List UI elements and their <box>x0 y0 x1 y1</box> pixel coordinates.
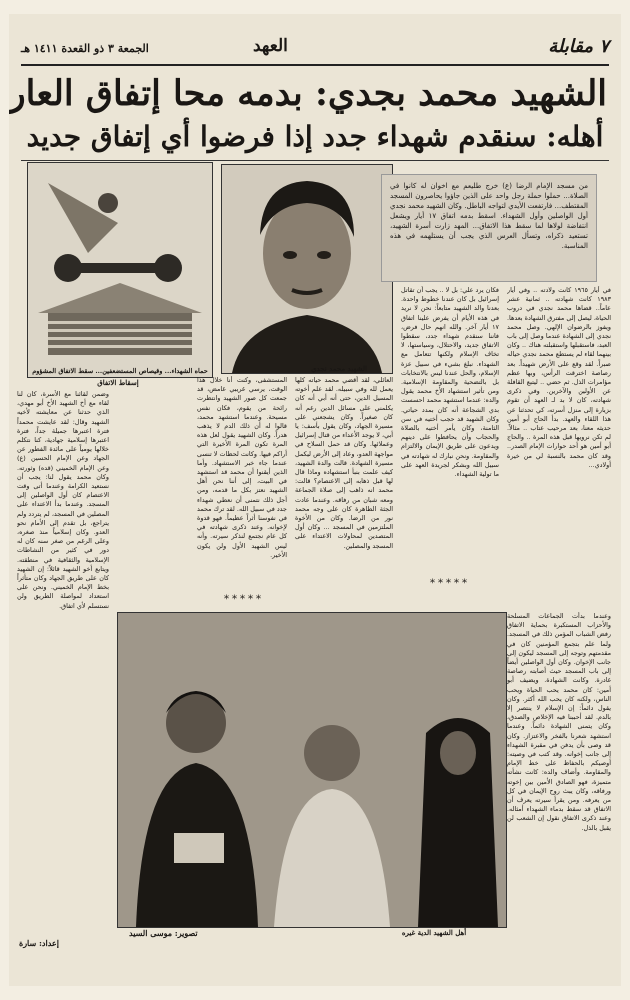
poster-illustration <box>28 163 212 377</box>
section-title <box>548 36 609 57</box>
separator-stars-2: ***** <box>224 594 264 605</box>
article-column-5: وضمن لقائنا مع الأسرة، كان لنا لقاء مع أخ الشهيد الأخ أبو مهدي، الذي حدثنا عن معايشته لأخيه الشهيد وقال: لقد عايشت محمداً فترة اعتبرها جميلة جداً، فترة اعتبرها إسلامية جهادية، كنا نتكلم خلالها يومياً على مائدة الفطور عن الجهاد وعن الإمام الحسين (ع) وعن الإمام الخميني (قده) وثورته. وكان محمد يقول لنا: يجب أن نستعيد الكرامة وعندما أتى وقت الاعتصام كان أول الواصلين إلى المسجد. وعندما بدأ الاعتداء على المصلين في المسجد، لم يتردد ولم يتراجع، بل تقدم إلى الأمام نحو العدو. وكان إسلامياً منذ صغره، وعلى الرغم من صغر سنه كان له دور في كثير من النشاطات الإسلامية والثقافية في منطقته. ويتابع أخو الشهيد قائلاً: إن الشهيد كان على طريق الجهاد وكان متأثراً بخط الإمام الخميني. ونحن على استعداد لمواصلة الطريق ولن نستسلم لأي اتفاق. <box>17 390 109 610</box>
poster-photo <box>27 162 213 378</box>
poster-caption: إسقاط الاتفاق <box>97 378 139 387</box>
publication-logo: العهد <box>253 36 288 56</box>
page-header <box>21 36 609 66</box>
preparation-credit: إعداد: سارة <box>19 938 59 948</box>
main-headline: الشهيد محمد بجدي: بدمه محا إتفاق العار <box>9 73 607 114</box>
sub-headline: أهله: سنقدم شهداء جدد إذا فرضوا أي إتفاق جديد <box>26 120 604 153</box>
separator-stars-1: ***** <box>430 578 470 589</box>
section-label: مقابلة <box>548 36 594 57</box>
family-photo <box>117 612 507 928</box>
article-column-3: العائلي، لقد أقضي محمد حياته كلها يعمل لله وفي سبيله. لقد علم أخوته المسيل الدين، حتى أنه أبي أنه كان يكلمني على مسائل الدين رغم أنه كان صغيراً. وكان يشجعني على مسيرة الجهاد، وكان يقول بأسف: يا أبي، لا يوجد الأعداء من قتال إسرائيل وعملائها. وكان قد حمل السلاح في مواجهة العدو، وعاد إلى الأرض ليكمل مسيرة الشهادة. قالت والدة الشهيد، كيف علمت بنبأ استشهاده وماذا قال لها قبل ذهابه إلى الاعتصام؟ قالت: محمد انه ذاهب إلى صلاة الجماعة ومعه شبان من رفاقه. وعندما عادت الجثة الطاهرة كان على وجه محمد نور من الرضا. وكان من الأخوة الملتزمين في المسجد ... وكان أول المتصدين لمحاولات الاعتداء على المسجد والمصلين. <box>295 376 393 550</box>
article-column-4: المستشفى، وكنت أنا خلال هذا الوقت، يرسي غريبي غامض، قد جمعت كل صور الشهيد وانتظرت رائحة من يقوم، فكان نفس مسيحة. وعندما استشهد محمد، قالوا له أن ذلك الدم لا يذهب هدراً. وكان الشهيد يقول لعل هذه المرة تكون المرة الأخيرة التي أراكم فيها. وكانت لحظات لا تنسى عندما جاء خبر الاستشهاد. وأما الذين أيقنوا أن محمد قد استشهد في البيت، إلى أننا نحن أهل الشهيد نعتز بكل ما قدمه، ومن أجل ذلك نتمنى أن نعطي شهداء جدد في سبيل الله. لقد ترك محمد في نفوسنا أثراً عظيماً. فهو قدوة لإخوانه. وعند ذكرى شهادته في كل عام نجتمع لنذكر سيرته. وأنه ليس الشهيد الأول ولن يكون الأخير. <box>197 376 287 559</box>
article-column-1: في أيار ١٩٦٥ كانت ولادته .. وفي أيار ١٩٨٣ كانت شهادته .. ثمانية عشر عاماً.. قضاها محمد نجدي في دروب الحياة، ليصل إلى مفترق الشهادة بعدها. ويفوز بالرضوان الإلهي. وصل محمد نجدي إلى الشهادة عندما وصل إلى باب العبد، فاستقبلها واستقبلته هناك .. وكان بينهما لقاء لم يستطع محمد نجدي حياله صبراً. لقد وقع على الأرض شهيداً. بعد رصاصة اخترقت الرأس، وبها عظم مؤامرات الذل. ثم حضي .. ليتبع القافلة عن الأولين والآخرين. وفي ذكرى شهادته، كان لا بد لـ العهد أن تقوم بزيارة إلى منزل أسرته، كي تحدثنا عن هذا اللقاء والعهد. بدأ الحاج أبو أمين حديثه معنا، بعد مرحيب عتاب .. مثالاً. لم تكن نرويها قبل هذه المرة .. والحاج أبو أمين هو أحد حوارات الإمام الصدر.. وقد كان محمد بالنسبة لي من خيرة أولادي... <box>507 286 611 469</box>
family-caption: أهل الشهيد الدية غيره <box>401 928 467 937</box>
newspaper-page <box>9 14 621 986</box>
portrait-caption: الشهيد محمد نجدي <box>311 364 367 373</box>
photo-credit: تصوير: موسى السيد <box>129 928 198 938</box>
article-column-6: وعندما بدأت الجماعات المسلحة والأحزاب المستكبرة بحماية الاتفاق رفض الشباب المؤمن ذلك في المسجد. ولما علم بتجمع المؤمنين كان في مقدمتهم وتوجه إلى المسجد ليكون إلى جانب الإخوان. وكان أول الواصلين أيضاً إلى باب المسجد حيث أصابته رصاصة غادرة. وكانت الشهادة. ويضيف أبو أمين: كان محمد يحب الحياة ويحب الناس، ولكنه كان يحب الله أكثر. وكان يقول دائماً: إن الإسلام لا ينتصر إلا بالدم. لقد أحببنا فيه الإخلاص والصدق، وكان يتمنى الشهادة دائماً. وعندما استشهد شعرنا بالفخر والاعتزاز. وكان قد وصى بأن يدفن في مقبرة الشهداء إلى جانب إخوانه. وقد كتب في وصيته: أوصيكم بالحفاظ على خط الإمام والمقاومة. وأضاف والده: كانت نشأته متميزة، فهو الصادق الأمين بين إخوته ورفاقه، وكان يبث روح الإيمان في كل من يعرفه. ومن يقرأ سيرته يعرف أن الاتفاق قد سقط بدماء الشهداء أمثاله. وعند ذكرى الاتفاق نقول إن الشعب لن يقبل بالذل. <box>507 612 611 832</box>
intro-box: من مسجد الإمام الرضا (ع) خرج طليعم مع اخوان له كانوا في الصلاة... حملوا حملة رجل واحد على الذين جاؤوا يحاصرون المسجد المقتطف... فارتفعت الأيدي لتواجه الباطل. وكان الشهيد محمد نجدي أول الواصلين وأول الشهداء. اسقط بدمه اتفاق ١٧ أيار ويشعل انتفاضة لولاها لما سقط هذا الاتفاق... المهد زارت أسرة الشهيد، تستعيد ذكراه، وتسأل العرس الذي يجب أن يستلهمه في هذه المناسبة. <box>381 174 597 282</box>
martyr-portrait <box>221 164 393 374</box>
poster-slogan: حماه الشهداء... وقيصاص المستضعفين... سقط الاتفاق المشؤوم <box>32 367 208 375</box>
family-figures <box>118 613 506 927</box>
article-column-2: فكان يرد علي: بل لا .. يجب أن تقاتل إسرائيل بل كان عندنا خطوط واحدة. بعدنا والد الشهيد متابعاً: نحن لا نريد في هذه الأيام أن يفرض علينا اتفاق ١٧ أيار آخر. والله انهم حال فرض، فاننا سنقدم شهداء جدد، سقطوا الاتفاق جديد، والاحتلال، وسياستها، لا تخاف الإسلام ولكنها تتعامل مع الشهداء. نبلغ بشيء في سبيل عزة الإسلام، والحل عندنا ليس بالانتخابات بل بالتضحية والمقاومة الإسلامية. ومن تأثير استشهاد الأخ محمد يقول والده: عندما استشهد محمد احسست بدي الشجاعة أنه كان بمدد حياتي. وكان الشهيد قد حجب أختيه في سن الثامنة، وكان يأمر أختيه بالصلاة والحجاب وأن يحافظوا على دينهم ويدعون على طريق الإيمان والالتزام والمقاومة. ونحن نبارك له شهادته في سبيل الله وبشكر لجريدة العهد على ما تولية الشهداء. <box>401 286 499 479</box>
page-number: ٧ <box>599 36 609 57</box>
headline-divider <box>21 160 609 161</box>
issue-date: الجمعة ٣ ذو القعدة ١٤١١ هـ <box>21 42 149 55</box>
portrait-figure <box>222 165 392 373</box>
